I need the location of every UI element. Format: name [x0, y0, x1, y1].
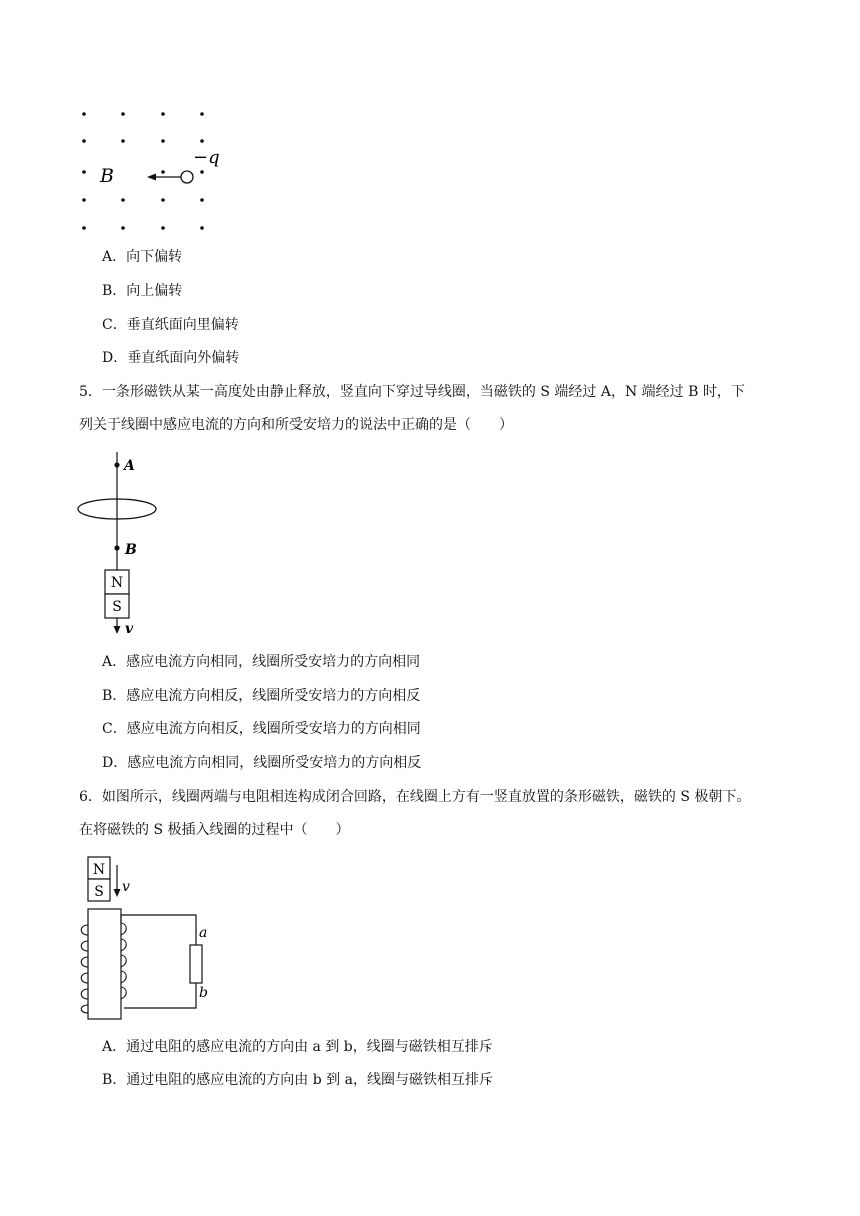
charge-label: −q — [193, 147, 220, 168]
terminal-a-label: a — [199, 925, 208, 941]
velocity-label: v — [125, 621, 134, 637]
q6-stem-line2: 在将磁铁的 S 极插入线圈的过程中（ ） — [79, 822, 350, 838]
terminal-b-label: b — [199, 985, 208, 1001]
magnet-n-label: N — [92, 862, 106, 878]
q5-option-d[interactable]: D．感应电流方向相同，线圈所受安培力的方向相反 — [102, 755, 422, 771]
field-label-b: B — [100, 165, 114, 187]
q6-option-b[interactable]: B．通过电阻的感应电流的方向由 b 到 a，线圈与磁铁相互排斥 — [102, 1072, 493, 1088]
coil-core — [88, 909, 121, 1019]
magnet-n-label: N — [110, 575, 124, 591]
q4-option-b[interactable]: B．向上偏转 — [102, 283, 183, 299]
q4-option-c[interactable]: C．垂直纸面向里偏转 — [102, 317, 239, 333]
magnet-s-label: S — [112, 599, 122, 615]
q6-option-a[interactable]: A．通过电阻的感应电流的方向由 a 到 b，线圈与磁铁相互排斥 — [102, 1039, 493, 1055]
resistor — [190, 945, 202, 983]
circuit-wire-return — [124, 983, 196, 1008]
q5-stem-line2: 列关于线圈中感应电流的方向和所受安培力的说法中正确的是（ ） — [79, 417, 513, 433]
q5-option-c[interactable]: C．感应电流方向相反，线圈所受安培力的方向相同 — [102, 721, 421, 737]
velocity-label: v — [122, 879, 130, 895]
negative-charge — [181, 171, 193, 183]
point-b-label: B — [125, 542, 137, 558]
q4-option-a[interactable]: A．向下偏转 — [102, 249, 183, 265]
falling-magnet-figure — [70, 448, 170, 638]
velocity-arrow-head — [114, 626, 121, 634]
velocity-arrow — [147, 174, 181, 181]
coil-circuit-figure — [78, 853, 218, 1023]
magnet-s-label: S — [94, 884, 104, 900]
q5-option-a[interactable]: A．感应电流方向相同，线圈所受安培力的方向相同 — [102, 654, 421, 670]
point-a-dot — [114, 462, 119, 467]
point-b-dot — [114, 545, 119, 550]
q6-stem-line1: 6．如图所示，线圈两端与电阻相连构成闭合回路，在线圈上方有一竖直放置的条形磁铁，磁铁的 S 极朝下。 — [79, 789, 751, 805]
magnetic-field-figure — [70, 100, 230, 240]
velocity-arrow-head — [114, 889, 121, 897]
q5-stem-line1: 5．一条形磁铁从某一高度处由静止释放，竖直向下穿过导线圈，当磁铁的 S 端经过 A，N 端经过 B 时，下 — [79, 384, 745, 400]
q4-option-d[interactable]: D．垂直纸面向外偏转 — [102, 350, 240, 366]
q5-option-b[interactable]: B．感应电流方向相反，线圈所受安培力的方向相反 — [102, 688, 421, 704]
point-a-label: A — [124, 458, 135, 474]
circuit-wire — [121, 915, 196, 945]
